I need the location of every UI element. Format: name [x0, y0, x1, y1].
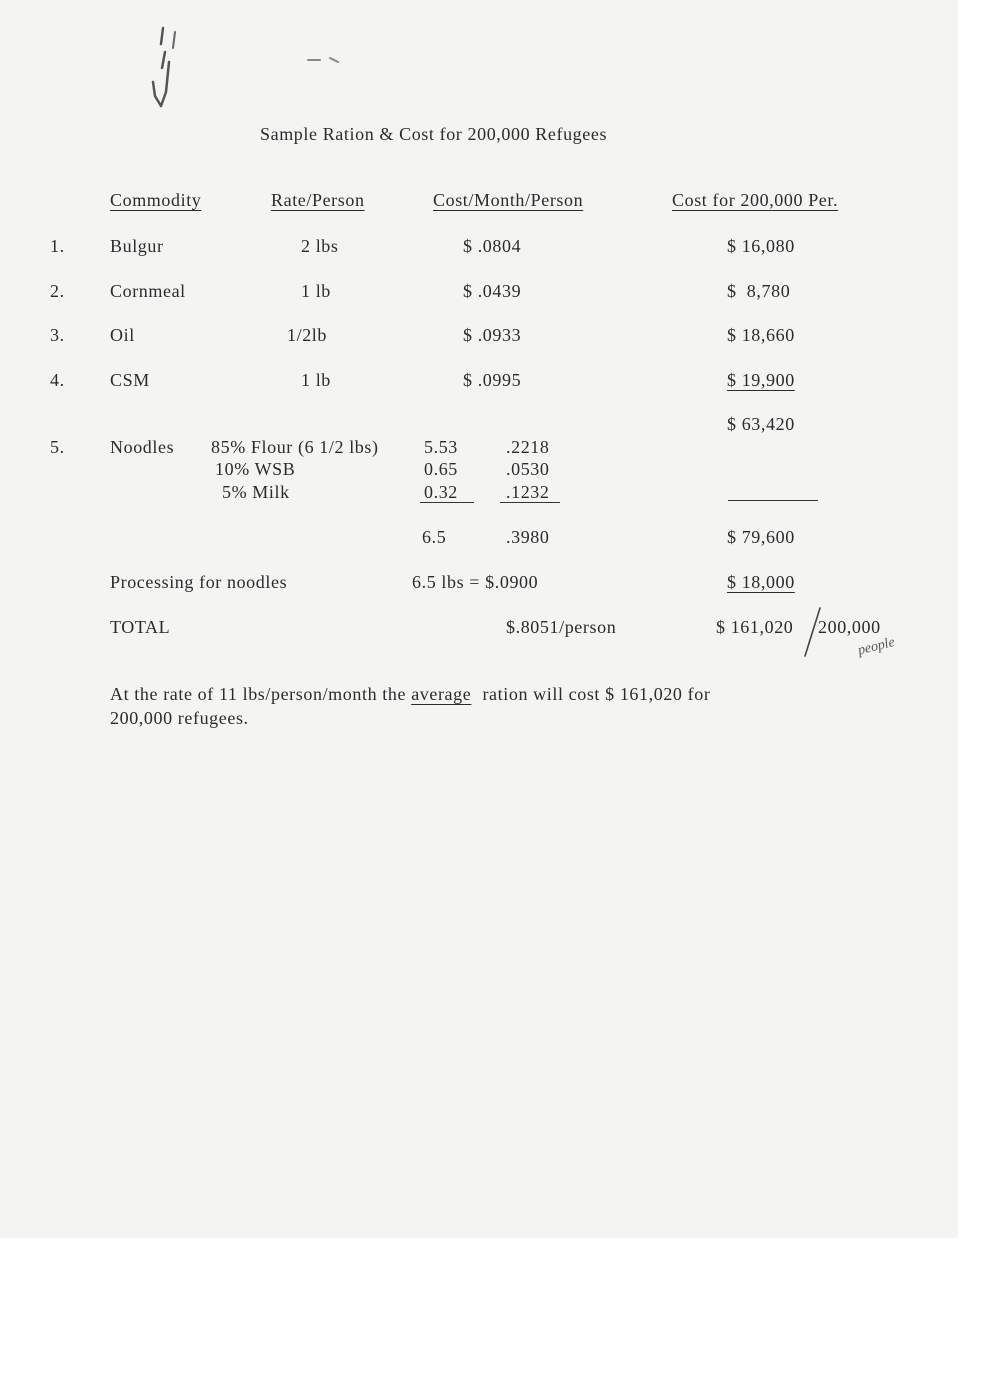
row-commodity: Bulgur: [110, 236, 164, 256]
page-title: Sample Ration & Cost for 200,000 Refugees: [260, 124, 608, 144]
row-cost-month: $ .0804: [463, 236, 522, 256]
row-commodity: CSM: [110, 370, 150, 390]
row-cost-month: $ .0995: [463, 370, 522, 390]
noodles-sum-lbs: 6.5: [422, 527, 447, 547]
row-rate: 1 lb: [301, 370, 331, 390]
header-commodity: Commodity: [110, 190, 202, 210]
row-cost-total: $ 8,780: [727, 281, 791, 301]
stray-dash-mark: [300, 50, 360, 70]
total-divisor: 200,000: [818, 617, 881, 637]
footer-text-line1: [110, 684, 710, 704]
row-number: 2.: [50, 281, 65, 301]
noodles-component-lbs: 0.65: [424, 459, 458, 479]
header-cost-month: Cost/Month/Person: [433, 190, 584, 210]
row-commodity: Oil: [110, 325, 135, 345]
row-cost-total: $ 18,660: [727, 325, 795, 345]
row-rate: 1 lb: [301, 281, 331, 301]
noodles-component-cost: .0530: [506, 459, 550, 479]
row-rate: 2 lbs: [301, 236, 339, 256]
noodles-label: Noodles: [110, 437, 175, 457]
header-rate: Rate/Person: [271, 190, 365, 210]
noodles-cost-rule: [500, 502, 560, 503]
total-label: TOTAL: [110, 617, 171, 637]
header-cost-total: Cost for 200,000 Per.: [672, 190, 839, 210]
noodles-component-lbs: 0.32: [424, 482, 458, 502]
footer-text-start: At the rate of 11 lbs/person/month the: [110, 684, 407, 704]
total-per-person: $.8051/person: [506, 617, 617, 637]
row-commodity: Cornmeal: [110, 281, 186, 301]
row-number: 5.: [50, 437, 65, 457]
noodles-component-lbs: 5.53: [424, 437, 458, 457]
noodles-component-pct: 85% Flour (6 1/2 lbs): [211, 437, 379, 457]
noodles-component-pct: 10% WSB: [215, 459, 296, 479]
subtotal-value: $ 63,420: [727, 414, 795, 434]
noodles-lbs-rule: [420, 502, 474, 503]
noodles-total: $ 79,600: [727, 527, 795, 547]
row-cost-total: $ 19,900: [727, 370, 795, 390]
processing-label: Processing for noodles: [110, 572, 288, 592]
row-cost-month: $ .0439: [463, 281, 522, 301]
processing-value: 6.5 lbs = $.0900: [412, 572, 539, 592]
row-number: 1.: [50, 236, 65, 256]
noodles-sum-cost: .3980: [506, 527, 550, 547]
footer-text-line2: 200,000 refugees.: [110, 708, 249, 728]
row-cost-total: $ 16,080: [727, 236, 795, 256]
row-rate: 1/2lb: [287, 325, 328, 345]
processing-total: $ 18,000: [727, 572, 795, 592]
footer-emphasis: average: [411, 684, 472, 704]
stray-pen-mark: [135, 22, 195, 112]
noodles-component-pct: 5% Milk: [222, 482, 290, 502]
row-number: 3.: [50, 325, 65, 345]
handwritten-note: people: [856, 634, 897, 659]
noodles-total-blank-rule: [728, 500, 818, 501]
row-number: 4.: [50, 370, 65, 390]
row-cost-month: $ .0933: [463, 325, 522, 345]
noodles-component-cost: .1232: [506, 482, 550, 502]
total-amount: $ 161,020: [716, 617, 794, 637]
footer-text-rest: ration will cost $ 161,020 for: [482, 684, 711, 704]
noodles-component-cost: .2218: [506, 437, 550, 457]
